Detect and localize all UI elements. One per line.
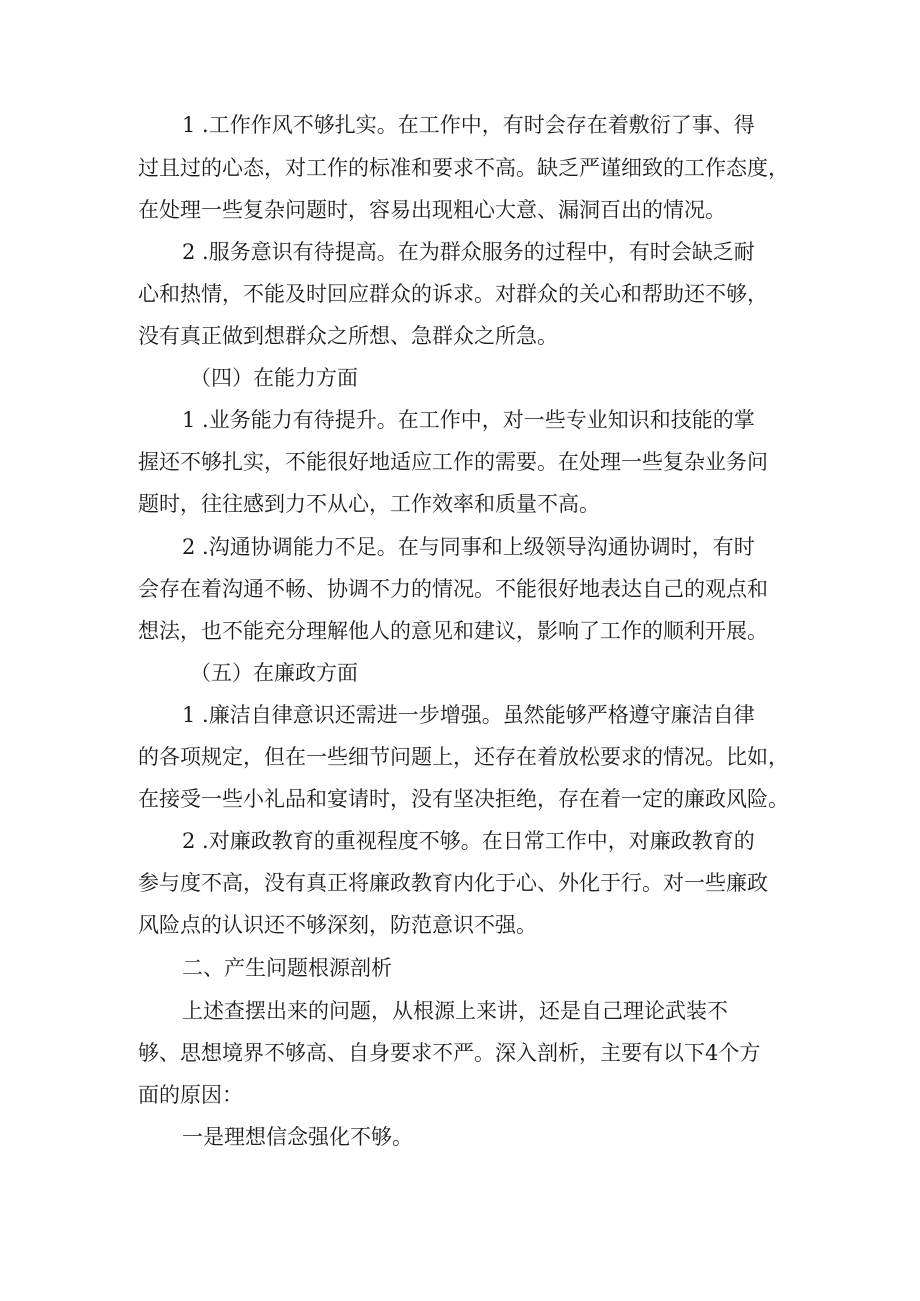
paragraph-ideals-beliefs: 一是理想信念强化不够。 (182, 1125, 413, 1149)
paragraph-service-line-1: 2 .服务意识有待提高。在为群众服务的过程中，有时会缺乏耐 (182, 240, 755, 264)
paragraph-root-cause-line-2: 够、思想境界不够高、自身要求不严。深入剖析，主要有以下4个方 (138, 1041, 761, 1065)
paragraph-self-discipline-line-3: 在接受一些小礼品和宴请时，没有坚决拒绝，存在着一定的廉政风险。 (138, 787, 789, 811)
paragraph-communication-line-3: 想法，也不能充分理解他人的意见和建议，影响了工作的顺利开展。 (138, 619, 768, 643)
paragraph-business-line-2: 握还不够扎实，不能很好地适应工作的需要。在处理一些复杂业务问 (138, 450, 768, 474)
paragraph-self-discipline-line-1: 1 .廉洁自律意识还需进一步增强。虽然能够严格遵守廉洁自律 (182, 703, 755, 727)
paragraph-root-cause-line-1: 上述查摆出来的问题，从根源上来讲，还是自己理论武装不 (182, 999, 728, 1023)
paragraph-work-style-line-2: 过且过的心态，对工作的标准和要求不高。缺乏严谨细致的工作态度， (138, 156, 789, 180)
paragraph-integrity-education-line-3: 风险点的认识还不够深刻，防范意识不强。 (138, 913, 537, 937)
paragraph-root-cause-line-3: 面的原因： (138, 1083, 243, 1107)
paragraph-business-line-3: 题时，往往感到力不从心，工作效率和质量不高。 (138, 492, 600, 516)
paragraph-work-style-line-1: 1 .工作作风不够扎实。在工作中，有时会存在着敷衍了事、得 (182, 113, 755, 137)
paragraph-integrity-education-line-2: 参与度不高，没有真正将廉政教育内化于心、外化于行。对一些廉政 (138, 871, 768, 895)
paragraph-service-line-2: 心和热情，不能及时回应群众的诉求。对群众的关心和帮助还不够， (138, 282, 768, 306)
section-heading-integrity: （五）在廉政方面 (190, 661, 358, 685)
paragraph-self-discipline-line-2: 的各项规定，但在一些细节问题上，还存在着放松要求的情况。比如， (138, 745, 789, 769)
paragraph-business-line-1: 1 .业务能力有待提升。在工作中，对一些专业知识和技能的掌 (182, 408, 755, 432)
paragraph-service-line-3: 没有真正做到想群众之所想、急群众之所急。 (138, 324, 558, 348)
paragraph-work-style-line-3: 在处理一些复杂问题时，容易出现粗心大意、漏洞百出的情况。 (138, 198, 726, 222)
paragraph-communication-line-2: 会存在着沟通不畅、协调不力的情况。不能很好地表达自己的观点和 (138, 577, 768, 601)
paragraph-integrity-education-line-1: 2 .对廉政教育的重视程度不够。在日常工作中，对廉政教育的 (182, 829, 755, 853)
paragraph-communication-line-1: 2 .沟通协调能力不足。在与同事和上级领导沟通协调时，有时 (182, 535, 755, 559)
section-heading-root-cause: 二、产生问题根源剖析 (182, 956, 392, 980)
section-heading-ability: （四）在能力方面 (190, 366, 358, 390)
